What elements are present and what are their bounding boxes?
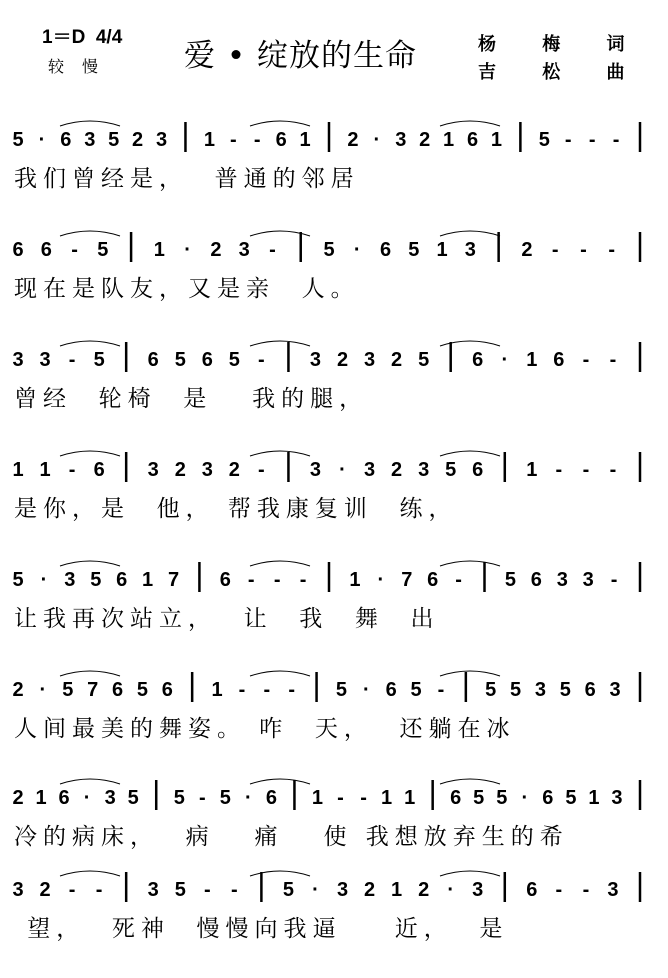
dash-note: -	[582, 459, 590, 481]
note: 6	[466, 129, 479, 151]
note: 6	[379, 239, 392, 261]
dash-note: -	[610, 569, 618, 591]
note: 6	[147, 349, 159, 371]
note: 5	[228, 349, 240, 371]
dot-mark: ·	[362, 679, 370, 701]
slur-arc	[440, 671, 500, 676]
note: 2	[210, 239, 222, 261]
note: 2	[419, 129, 431, 151]
note: 6	[201, 349, 213, 371]
note: 6	[385, 679, 397, 701]
dash-note: -	[555, 879, 563, 901]
lyricist-credit: 杨 梅 词	[478, 34, 645, 55]
note: 1	[404, 787, 416, 809]
key-signature: 1＝D 4/4	[42, 27, 123, 48]
dash-note: -	[582, 349, 590, 371]
note: 5	[127, 787, 139, 809]
dash-note: -	[360, 787, 367, 809]
dash-note: -	[95, 879, 103, 901]
dash-note: -	[203, 879, 211, 901]
note: 1	[436, 239, 448, 261]
score-line	[0, 448, 668, 558]
note: 1	[311, 787, 324, 809]
lyric-line: 我们曾经是， 普通的邻居	[14, 166, 360, 192]
slur-arc	[250, 121, 310, 126]
slur-arc	[60, 121, 120, 126]
note: 3	[147, 459, 159, 481]
note: 5	[510, 679, 522, 701]
dot-mark: ·	[501, 349, 509, 371]
song-title: 爱 • 绽放的生命	[184, 38, 417, 74]
note: 5	[323, 239, 335, 261]
note: 1	[39, 459, 51, 481]
dash-note: -	[437, 679, 445, 701]
dot-mark: ·	[339, 459, 346, 481]
note: 1	[526, 349, 538, 371]
note: 3	[582, 569, 594, 591]
note: 3	[64, 569, 76, 591]
note: 2	[391, 349, 403, 371]
note: 6	[12, 239, 24, 261]
note: 5	[538, 129, 550, 151]
note: 3	[84, 129, 96, 151]
score-line	[0, 118, 668, 228]
dash-note: -	[198, 787, 206, 809]
note: 2	[364, 879, 376, 901]
note: 3	[39, 349, 51, 371]
note: 6	[275, 129, 287, 151]
dot-mark: ·	[184, 239, 191, 261]
note: 3	[418, 459, 430, 481]
note: 5	[12, 129, 24, 151]
note: 3	[472, 879, 484, 901]
dash-note: -	[299, 569, 307, 591]
dot-mark: ·	[377, 569, 385, 591]
note: 5	[219, 787, 231, 809]
note: 5	[485, 679, 497, 701]
dash-note: -	[269, 239, 276, 261]
note: 6	[58, 787, 70, 809]
lyric-line: 冷的病床， 病 痛 使 我想放弃生的希	[14, 824, 569, 850]
slur-arc	[440, 231, 500, 236]
note: 6	[427, 569, 439, 591]
score-line	[0, 338, 668, 448]
note: 5	[136, 679, 148, 701]
slur-arc	[250, 779, 310, 784]
note: 1	[142, 569, 154, 591]
slur-arc	[250, 561, 310, 566]
note: 2	[521, 239, 533, 261]
dash-note: -	[68, 349, 76, 371]
note: 5	[174, 349, 186, 371]
dash-note: -	[551, 239, 559, 261]
note: 2	[418, 879, 430, 901]
note: 6	[60, 129, 72, 151]
dash-note: -	[455, 569, 462, 591]
note: 7	[401, 569, 413, 591]
note: 6	[530, 569, 542, 591]
slur-arc	[440, 871, 500, 876]
dot-mark: ·	[353, 239, 361, 261]
score-line	[0, 228, 668, 338]
note: 6	[265, 787, 277, 809]
note: 2	[12, 679, 24, 701]
dash-note: -	[555, 459, 563, 481]
slur-arc	[250, 341, 310, 346]
note: 2	[228, 459, 240, 481]
dot-mark: ·	[312, 879, 319, 901]
note: 1	[349, 569, 361, 591]
note: 5	[565, 787, 577, 809]
dash-note: -	[612, 129, 620, 151]
dot-mark: ·	[38, 129, 46, 151]
note: 3	[364, 459, 376, 481]
dash-note: -	[273, 569, 281, 591]
dash-note: -	[238, 679, 246, 701]
dash-note: -	[68, 879, 76, 901]
tempo-marking: 较慢	[48, 57, 117, 76]
note: 5	[108, 129, 120, 151]
dot-mark: ·	[521, 787, 529, 809]
dot-mark: ·	[40, 569, 48, 591]
lyric-line: 是你，是 他， 帮我康复训 练，	[14, 496, 458, 522]
note: 2	[347, 129, 359, 151]
note: 5	[335, 679, 348, 701]
slur-arc	[60, 561, 120, 566]
note: 5	[97, 239, 109, 261]
dash-note: -	[229, 129, 237, 151]
dash-note: -	[288, 679, 296, 701]
note: 3	[364, 349, 376, 371]
dash-note: -	[608, 239, 616, 261]
note: 3	[607, 879, 619, 901]
lyric-line: 人间最美的舞姿。 咋 天， 还躺在冰	[14, 716, 516, 742]
dot-mark: ·	[39, 679, 47, 701]
slur-arc	[60, 341, 120, 346]
note: 3	[104, 787, 116, 809]
note: 7	[87, 679, 99, 701]
note: 1	[381, 787, 393, 809]
note: 5	[93, 349, 105, 371]
note: 5	[173, 787, 185, 809]
note: 5	[418, 349, 430, 371]
note: 6	[93, 459, 105, 481]
dot-mark: ·	[447, 879, 455, 901]
lyric-line: 现在是队友，又是亲 人。	[14, 276, 360, 302]
note: 5	[496, 787, 508, 809]
note: 6	[450, 787, 462, 809]
note: 1	[588, 787, 600, 809]
note: 6	[472, 459, 484, 481]
note: 2	[12, 787, 24, 809]
score-line	[0, 668, 668, 778]
lyric-line: 望， 死神 慢慢向我逼 近， 是	[14, 916, 509, 942]
slur-arc	[440, 121, 500, 126]
note: 3	[12, 879, 24, 901]
dot-mark: ·	[373, 129, 381, 151]
note: 3	[336, 879, 349, 901]
note: 5	[282, 879, 294, 901]
note: 3	[12, 349, 24, 371]
dash-note: -	[68, 459, 76, 481]
note: 2	[39, 879, 51, 901]
dash-note: -	[71, 239, 78, 261]
note: 2	[391, 459, 403, 481]
dash-note: -	[337, 787, 344, 809]
note: 1	[153, 239, 165, 261]
note: 1	[443, 129, 455, 151]
note: 6	[472, 349, 484, 371]
note: 7	[167, 569, 180, 591]
note: 3	[556, 569, 568, 591]
dash-note: -	[231, 879, 238, 901]
note: 1	[203, 129, 215, 151]
lyric-line: 曾经 轮椅 是 我的腿，	[14, 386, 369, 412]
note: 6	[553, 349, 565, 371]
dash-note: -	[564, 129, 572, 151]
dash-note: -	[258, 459, 265, 481]
slur-arc	[60, 231, 120, 236]
note: 1	[526, 459, 538, 481]
note: 1	[490, 129, 503, 151]
slur-arc	[440, 561, 500, 566]
score-line	[0, 868, 668, 978]
note: 2	[174, 459, 186, 481]
note: 5	[559, 679, 571, 701]
note: 2	[336, 349, 349, 371]
slur-arc	[60, 671, 120, 676]
note: 1	[391, 879, 403, 901]
note: 1	[35, 787, 47, 809]
note: 6	[116, 569, 128, 591]
dash-note: -	[258, 349, 265, 371]
slur-arc	[250, 871, 310, 876]
note: 3	[309, 459, 322, 481]
dot-mark: ·	[83, 787, 91, 809]
slur-arc	[60, 871, 120, 876]
note: 2	[132, 129, 144, 151]
note: 3	[147, 879, 159, 901]
note: 6	[111, 679, 124, 701]
dash-note: -	[580, 239, 587, 261]
slur-arc	[60, 451, 120, 456]
note: 3	[534, 679, 547, 701]
dash-note: -	[247, 569, 255, 591]
dash-note: -	[253, 129, 261, 151]
note: 3	[155, 129, 168, 151]
note: 5	[410, 679, 422, 701]
note: 5	[408, 239, 420, 261]
slur-arc	[440, 451, 500, 456]
slur-arc	[440, 779, 500, 784]
dot-mark: ·	[245, 787, 252, 809]
note: 5	[90, 569, 102, 591]
note: 6	[584, 679, 596, 701]
note: 6	[161, 679, 173, 701]
note: 5	[12, 569, 24, 591]
slur-arc	[250, 671, 310, 676]
note: 3	[611, 787, 623, 809]
composer-credit: 吉 松 曲	[478, 62, 645, 83]
dash-note: -	[263, 679, 271, 701]
dash-note: -	[609, 349, 617, 371]
lyric-line: 让我再次站立， 让 我 舞 出	[14, 606, 440, 632]
note: 1	[12, 459, 24, 481]
note: 3	[464, 239, 476, 261]
slur-arc	[60, 779, 120, 784]
note: 1	[299, 129, 311, 151]
note: 5	[174, 879, 186, 901]
note: 3	[201, 459, 213, 481]
dash-note: -	[609, 459, 617, 481]
note: 5	[504, 569, 516, 591]
score-line	[0, 558, 668, 668]
note: 3	[309, 349, 322, 371]
note: 6	[542, 787, 554, 809]
note: 3	[238, 239, 250, 261]
note: 3	[395, 129, 407, 151]
note: 6	[40, 239, 52, 261]
dash-note: -	[588, 129, 596, 151]
note: 5	[62, 679, 74, 701]
note: 1	[211, 679, 223, 701]
dash-note: -	[582, 879, 590, 901]
note: 5	[473, 787, 485, 809]
slur-arc	[250, 451, 310, 456]
note: 6	[219, 569, 231, 591]
slur-arc	[440, 341, 500, 346]
note: 3	[609, 679, 621, 701]
note: 5	[445, 459, 457, 481]
note: 6	[526, 879, 538, 901]
